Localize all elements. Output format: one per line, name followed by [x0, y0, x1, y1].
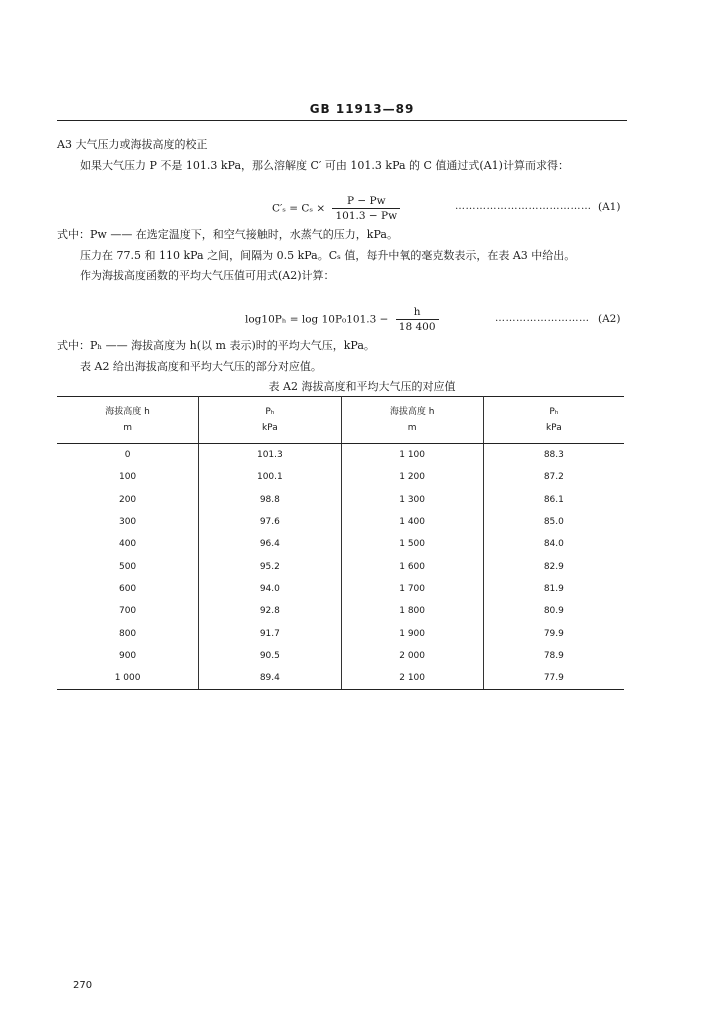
header-pressure-1-unit: kPa: [261, 423, 278, 433]
formula-a1-fraction: [332, 194, 400, 223]
cell-altitude: 1 700: [341, 578, 483, 600]
cell-altitude: 700: [57, 600, 199, 622]
cell-altitude: 2 100: [341, 667, 483, 690]
cell-pressure: 100.1: [199, 466, 341, 488]
table-row: [57, 645, 624, 667]
table-row: [57, 511, 624, 533]
page-number: 270: [73, 980, 93, 991]
cell-pressure: 92.8: [199, 600, 341, 622]
cell-pressure: 91.7: [199, 622, 341, 644]
formula-a1-numerator: P − Pw: [332, 194, 400, 209]
header-altitude-2-name: 海拔高度 h: [389, 407, 435, 417]
cell-altitude: 1 800: [341, 600, 483, 622]
table-intro-line: 表 A2 给出海拔高度和平均大气压的部分对应值。: [80, 360, 322, 373]
formula-a1-leader: …………………………………: [455, 201, 592, 212]
cell-pressure: 89.4: [199, 667, 341, 690]
section-heading: A3 大气压力或海拔高度的校正: [57, 138, 208, 151]
formula-a2-leader: ………………………: [495, 313, 590, 324]
cell-altitude: 600: [57, 578, 199, 600]
formula-a2-tag: (A2): [598, 313, 621, 325]
cell-pressure: 86.1: [543, 494, 564, 505]
table-row: [57, 600, 624, 622]
where-ph-line: 式中：Pₕ —— 海拔高度为 h(以 m 表示)时的平均大气压，kPa。: [57, 339, 375, 352]
standard-number-header: GB 11913—89: [309, 102, 415, 116]
cell-altitude: 1 600: [341, 555, 483, 577]
cell-pressure: 82.9: [543, 561, 564, 572]
cell-altitude: 1 400: [341, 511, 483, 533]
cell-pressure: 95.2: [199, 555, 341, 577]
cell-altitude: 2 000: [341, 645, 483, 667]
formula-a1-lhs: C′ₛ = Cₛ ×: [272, 202, 326, 215]
cell-altitude: 900: [57, 645, 199, 667]
cell-pressure: 84.0: [543, 539, 564, 550]
header-rule: [57, 120, 627, 121]
cell-pressure: 97.6: [199, 511, 341, 533]
header-pressure-2-unit: kPa: [545, 423, 562, 433]
formula-a2-lhs: log10Pₕ = log 10P₀101.3 −: [245, 313, 389, 326]
header-pressure-2-name: Pₕ: [549, 407, 559, 417]
cell-altitude: 1 200: [341, 466, 483, 488]
header-altitude-1-name: 海拔高度 h: [105, 407, 150, 417]
cell-altitude: 100: [57, 466, 199, 488]
formula-a1-denominator: 101.3 − Pw: [335, 210, 398, 222]
table-row: [57, 533, 624, 555]
header-altitude-1: [57, 397, 199, 444]
header-pressure-1-name: Pₕ: [265, 407, 275, 417]
cell-pressure: 98.8: [199, 489, 341, 511]
header-altitude-1-unit: m: [123, 423, 132, 433]
cell-pressure: 96.4: [199, 533, 341, 555]
cell-altitude: 1 300: [341, 489, 483, 511]
header-pressure-1: [199, 397, 341, 444]
table-row: [57, 489, 624, 511]
pressure-range-line: 压力在 77.5 和 110 kPa 之间，间隔为 0.5 kPa。Cₛ 值，每升中氧的毫克数表示，在表 A3 中给出。: [80, 249, 576, 262]
altitude-pressure-table: [57, 396, 624, 690]
formula-a2-intro: 作为海拔高度函数的平均大气压值可用式(A2)计算：: [80, 269, 335, 282]
cell-altitude: 400: [57, 533, 199, 555]
table-row: [57, 578, 624, 600]
table-row: [57, 555, 624, 577]
cell-pressure: 80.9: [543, 606, 564, 617]
cell-pressure: 77.9: [483, 667, 624, 690]
table-header-row: [57, 397, 624, 444]
cell-pressure: 79.9: [543, 628, 564, 639]
cell-altitude: 300: [57, 511, 199, 533]
table-caption: 表 A2 海拔高度和平均大气压的对应值: [268, 380, 456, 393]
cell-pressure: 87.2: [543, 472, 564, 483]
formula-a2-fraction: [396, 305, 439, 334]
cell-pressure: 88.3: [543, 450, 564, 461]
cell-pressure: 94.0: [199, 578, 341, 600]
header-altitude-2: [341, 397, 483, 444]
where-pw-line: 式中：Pw —— 在选定温度下，和空气接触时，水蒸气的压力，kPa。: [57, 228, 398, 241]
cell-pressure: 90.5: [199, 645, 341, 667]
formula-a1-tag: (A1): [598, 201, 621, 213]
table-row: [57, 667, 624, 690]
paragraph-a3: 如果大气压力 P 不是 101.3 kPa，那么溶解度 C′ 可由 101.3 kPa 的 C 值通过式(A1)计算而求得：: [80, 159, 569, 172]
cell-pressure: 81.9: [543, 583, 564, 594]
table-row: [57, 466, 624, 488]
formula-a2-denominator: 18 400: [398, 321, 436, 333]
table-row: [57, 622, 624, 644]
formula-a1: [272, 194, 400, 223]
header-altitude-2-unit: m: [407, 423, 417, 433]
cell-altitude: 200: [57, 489, 199, 511]
formula-a2-numerator: h: [396, 305, 439, 320]
cell-pressure: 85.0: [543, 517, 564, 528]
cell-altitude: 800: [57, 622, 199, 644]
cell-altitude: 500: [57, 555, 199, 577]
cell-altitude: 1 000: [57, 667, 199, 690]
cell-altitude: 0: [57, 444, 199, 467]
cell-altitude: 1 100: [341, 444, 483, 467]
cell-pressure: 101.3: [199, 444, 341, 467]
cell-altitude: 1 900: [341, 622, 483, 644]
formula-a2: [245, 305, 439, 334]
cell-altitude: 1 500: [341, 533, 483, 555]
header-pressure-2: [483, 397, 624, 444]
table-row: [57, 444, 624, 467]
cell-pressure: 78.9: [543, 650, 564, 661]
